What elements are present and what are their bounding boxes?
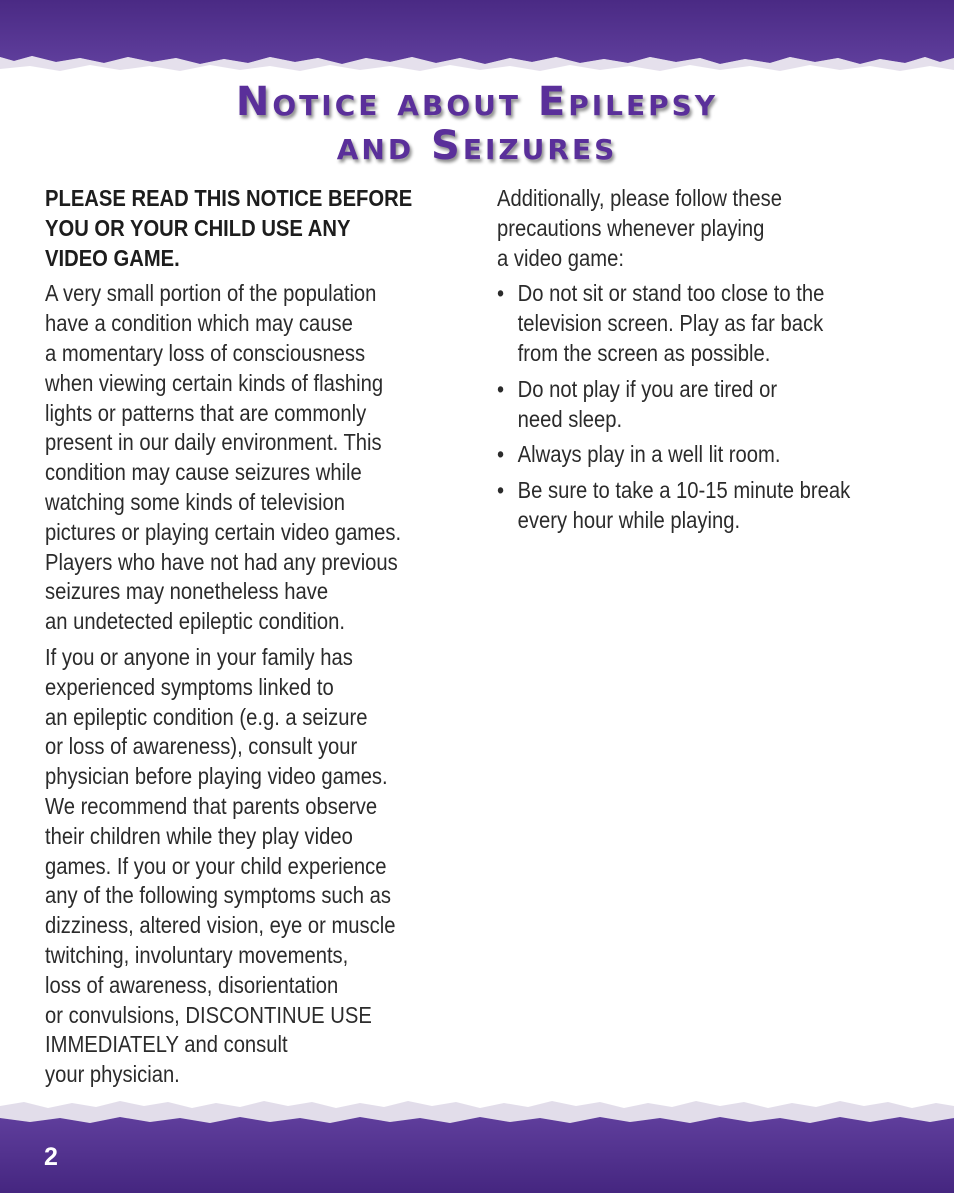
- title-line-2: and Seizures: [336, 123, 618, 169]
- list-item-text: Be sure to take a 10-15 minute break every hour while playing.: [517, 477, 851, 533]
- precautions-intro: Additionally, please follow these precautions whenever playing a video game:: [497, 185, 782, 271]
- page-title: [0, 80, 954, 168]
- list-item: [497, 375, 906, 435]
- notice-lead: PLEASE READ THIS NOTICE BEFORE YOU OR YOUR CHILD USE ANY VIDEO GAME.: [45, 185, 413, 271]
- list-item-text: Do not play if you are tired or need sleep.: [517, 375, 778, 432]
- precautions-list: [497, 279, 906, 535]
- bullet-icon: •: [497, 280, 505, 307]
- paragraph-symptoms: If you or anyone in your family has experienced symptoms linked to an epileptic condition (e.g. a seizure or loss of awareness), consult your physician before playing video games. We recommend that parents observe their children while they play video games. If you or your child experience any of the following symptoms such as dizziness, altered vision, eye or muscle twitching, involuntary movements, loss of awareness, disorientation or convulsions, DISCONTINUE USE IMMEDIATELY and consult your physician.: [45, 643, 396, 1088]
- list-item: [497, 440, 906, 470]
- top-torn-band: [0, 0, 954, 80]
- list-item-text: Do not sit or stand too close to the television screen. Play as far back from the screen as possible.: [517, 280, 825, 366]
- page-number: 2: [44, 1143, 58, 1171]
- list-item-text: Always play in a well lit room.: [517, 441, 781, 468]
- bottom-torn-band: [0, 1092, 954, 1193]
- bullet-icon: •: [497, 441, 505, 468]
- left-column: [45, 184, 465, 1096]
- list-item: [497, 279, 906, 368]
- bullet-icon: •: [497, 477, 505, 504]
- right-column: [497, 184, 906, 542]
- list-item: [497, 476, 906, 536]
- paragraph-condition: A very small portion of the population have a condition which may cause a momentary loss of consciousness when viewing certain kinds of flashing lights or patterns that are commonly present in our daily environment. This condition may cause seizures while watching some kinds of television pictures or playing certain video games. Players who have not had any previous seizures may nonetheless have an undetected epileptic condition.: [45, 280, 402, 635]
- bullet-icon: •: [497, 375, 505, 402]
- title-line-1: Notice about Epilepsy: [235, 79, 719, 125]
